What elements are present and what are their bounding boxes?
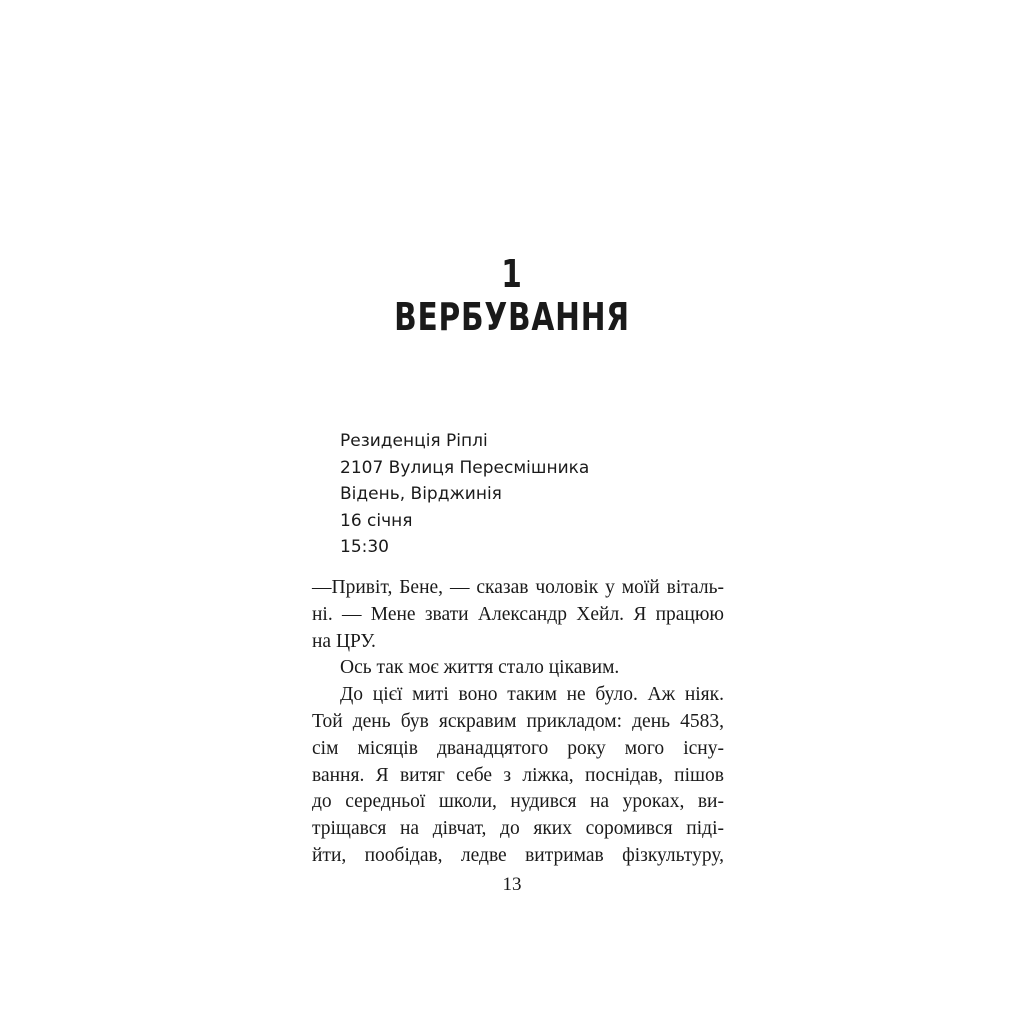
page-number: 13 — [502, 874, 522, 895]
text-line: Ось так моє життя стало цікавим. — [340, 657, 620, 679]
text-line: на ЦРУ. — [312, 630, 376, 652]
body-text — [312, 575, 724, 870]
address-block — [340, 428, 589, 561]
text-line: —Привіт, Бене, — сказав чоловік у моїй віталь- — [312, 577, 724, 598]
chapter-title: ВЕРБУВАННЯ — [394, 295, 630, 339]
address-line-city: Відень, Вірджинія — [340, 484, 502, 504]
text-line: ні. — Мене звати Александр Хейл. Я працюю — [312, 603, 724, 625]
text-line: сім місяців дванадцятого року мого існу- — [312, 737, 724, 759]
text-line: тріщався на дівчат, до яких соромився піді- — [312, 818, 724, 840]
address-line-street: 2107 Вулиця Пересмішника — [340, 457, 590, 478]
address-line-residence: Резиденція Ріплі — [340, 431, 488, 451]
text-line: вання. Я витяг себе з ліжка, поснідав, пішов — [312, 764, 724, 786]
text-line: До цієї миті воно таким не було. Аж ніяк. — [340, 684, 724, 706]
text-line: до середньої школи, нудився на уроках, ви- — [312, 791, 724, 813]
address-line-date: 16 січня — [340, 510, 413, 531]
text-line: Той день був яскравим прикладом: день 4583, — [312, 710, 724, 732]
address-line-time: 15:30 — [340, 537, 389, 557]
text-line: йти, пообідав, ледве витримав фізкультуру, — [312, 844, 724, 866]
chapter-number: 1 — [501, 252, 523, 296]
